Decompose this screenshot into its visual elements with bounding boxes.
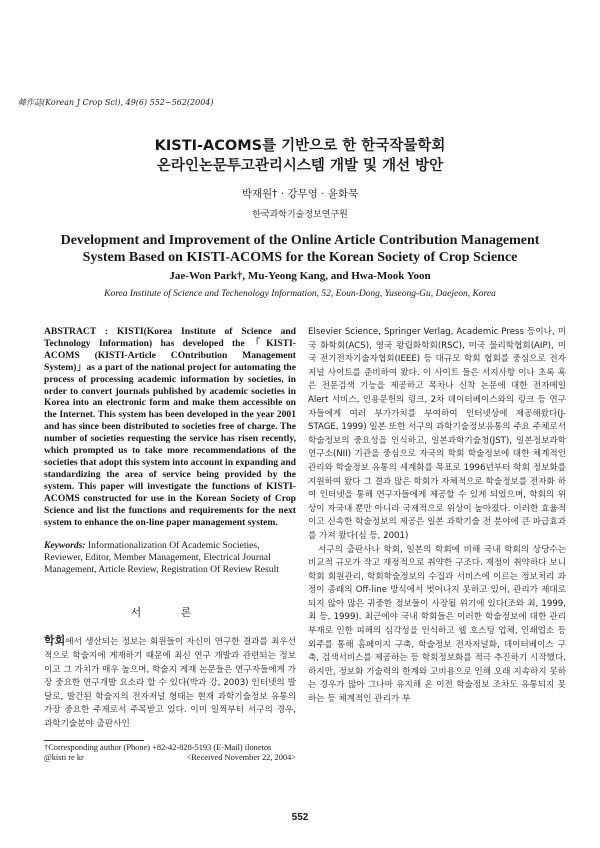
body-paragraph-2: 서구의 출판사나 학회, 일본의 학회에 비해 국내 학회의 상당수는 비교적 규모가 작고 재정적으로 취약한 구조다. 재정이 취약하다 보니 학회 회원관리, 학회학술정보의 수집과 서비스에 이르는 정보처리 과정이 종래의 Off-line 방식에서 벗어나지 못하고 있어, 관리가 제대로 되지 않아 많은 귀중한 정보들이 사장될 위기에 있다(조와 최, 1999, 최 등, 1999). 최근에야 국내 학회들은 이러한 학술정보에 대한 관리 부재로 인한 피해의 심각성을 인식하고 웹 호스팅 업체, 인쇄업소 등 외주를 통해 홈페이지 구축, 학술정보 전자저널화, 데이터베이스 구축, 검색서비스를 제공하는 등 학회정보화를 적극 추진하기 시작했다. 하지만, 정보화 기술력의 한계와 고비용으로 인해 오래 지속하지 못하는 경우가 많아 그나마 유지해 온 이전 학술정보 조차도 유통되지 못하는 등 체계적인 관리가 부 [308,544,566,705]
keywords-text: Informationalization Of Academic Societies, Reviewer, Editor, Member Management, Electrical Journal Management, Article Review, Registration Of Review Result [44,540,279,576]
footnote-email-tail: @kisti re kr [44,753,84,763]
english-title [0,232,600,266]
korean-title-line-1: KISTI-ACOMS를 기반으로 한 한국작물학회 [154,138,446,154]
footnote [44,743,296,764]
english-affiliation: Korea Institute of Science and Techenology Information, 52, Eoun-Dong, Yuseong-Gu, Daejeon, Korea [104,289,496,299]
intro-lead-word: 학회 [44,634,66,648]
korean-affiliation: 한국과학기술정보연구원 [252,210,348,220]
korean-title [0,136,600,176]
footnote-line-1: †Corresponding author (Phone) +82-42-828-5193 (E-Mail) ilonetos [44,742,272,752]
abstract: ABSTRACT : KISTI(Korea Institute of Science and Technology Information) has developed the「KISTI-ACOMS (KISTI-Article COntribution Management System)」as a part of the national project for automating the process of processing academic information by societies, in order to convert journals published by academic societies in Korea into an electronic form and make them accessible on the Internet. This system has been developed in the year 2001 and has since been distributed to societies free of charge. The number of societies requesting the service has risen recently, which prompted us to take more recommendations of the societies that adopt this system into account in expanding and standardizing the area of service being provided by the system. This paper will investigate the functions of KISTI-ACOMS constructed for use in the Korean Society of Crop Science and list the functions and requirements for the next system to enhance the on-line paper management system. [44,326,296,528]
english-authors: Jae-Won Park†, Mu-Yeong Kang, and Hwa-Mook Yoon [169,270,431,282]
korean-authors: 박재원† · 강무영 · 윤화묵 [241,188,359,200]
body-paragraph-1: Elsevier Science, Springer Verlag, Academic Press 등이나, 미국 화학회(ACS), 영국 왕립화학회(RSC), 미국 물리학협회(AIP), 미국 전기전자기술자협회(IEEE) 등 대규모 학회 협회를 중심으로 전자저널 사이트를 준비하여 왔다. 이 사이트 들은 서지사항 이나 초록 혹은 전문검색 기능을 제공하고 목차나 신착 논문에 대한 전자메일 Alert 서비스, 인용문헌의 링크, 2차 데이터베이스와의 링크 등 연구자들에게 여러 부가가치를 부여하여 인터넷상에 제공해왔다(J-STAGE, 1999) 일본 또한 서구의 과학기술정보유통의 주요 주체로서 학술정보의 중요성을 인식하고, 일본과학기술청(JST), 일본정보과학연구소(NII) 기관을 중심으로 자국의 학회 학술정보에 대한 체계적인 관리와 학술정보 유통의 세계화를 목표로 1996년부터 학회 정보화를 지원하여 왔다 그 결과 많은 학회가 자체적으로 학술정보를 전자화 하여 인터넷을 통해 연구자들에게 제공할 수 있게 되었으며, 학회의 위상이 자국내 뿐만 아니라 국제적으로 위상이 높아졌다. 이러한 효율적이고 신속한 학술정보의 제공은 일본 과학기술 전 분야에 큰 파급효과를 가져 왔다(심 등, 2001) [308,327,566,541]
intro-paragraph [44,634,296,731]
left-column [44,326,296,764]
keywords-label: Keywords: [44,540,86,552]
korean-title-line-2: 온라인논문투고관리시스템 개발 및 개선 방안 [156,158,444,174]
footnote-rule [44,740,144,741]
english-title-line-2: System Based on KISTI-ACOMS for the Korean Society of Crop Science [82,250,518,265]
intro-text: 에서 생산되는 정보는 회원들이 자신이 연구한 결과를 최우선적으로 학술지에 게재하기 때문에 최신 연구 개발과 관련되는 정보이고 그 가치가 매우 높으며, 학술지 게재 논문들은 연구자들에게 가장 중요한 연구개발 요소라 할 수 있다(박과 강, 2003) 인터넷의 발달로, 발간된 학술지의 전자저널 형태는 현재 과학기술정보 유통의 가장 중요한 주제로서 주목받고 있다. 이미 일찍부터 서구의 경우, 과학기술분야 출판사인 [44,637,296,729]
english-title-line-1: Development and Improvement of the Online Article Contribution Management [60,233,540,248]
received-date: <Received November 22, 2004> [186,753,296,763]
page-number: 552 [291,812,309,823]
running-head: 韓作誌(Korean J Crop Sci), 49(6) 552~562(2004) [18,98,214,107]
keywords [44,540,296,576]
right-column [308,326,566,707]
section-heading: 서 론 [130,606,210,620]
right-column-body [308,326,566,707]
